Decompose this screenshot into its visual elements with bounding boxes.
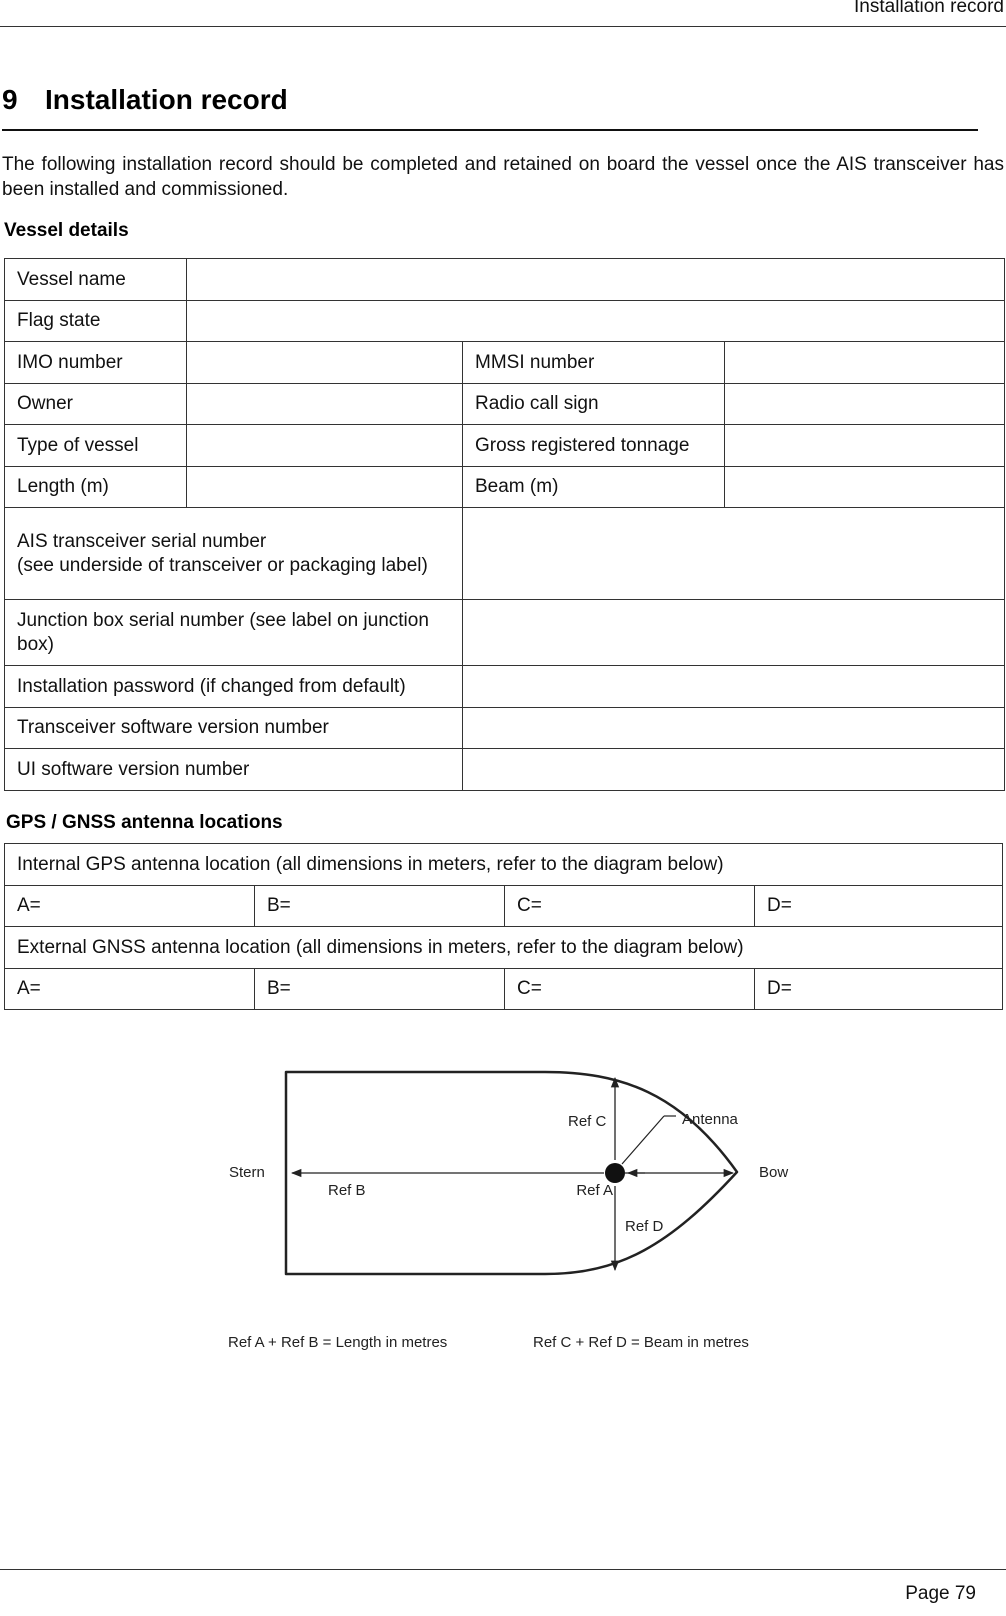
internal-gps-label: Internal GPS antenna location (all dimensions in meters, refer to the diagram below) [5, 844, 1003, 886]
ui-software-field[interactable] [463, 749, 1005, 791]
radio-call-sign-field[interactable] [725, 384, 1005, 425]
table-row [5, 666, 1005, 708]
installation-password-field[interactable] [463, 666, 1005, 708]
imo-number-label: IMO number [5, 342, 187, 384]
bow-label: Bow [759, 1164, 789, 1181]
vessel-name-label: Vessel name [5, 259, 187, 301]
length-field[interactable] [187, 467, 463, 508]
mmsi-number-field[interactable] [725, 342, 1005, 384]
table-row [5, 600, 1005, 666]
gps-antenna-table [4, 843, 1003, 1010]
ais-serial-label [5, 508, 463, 600]
beam-field[interactable] [725, 467, 1005, 508]
table-row [5, 508, 1005, 600]
mmsi-number-label: MMSI number [463, 342, 725, 384]
gross-tonnage-field[interactable] [725, 425, 1005, 467]
chapter-number: 9 [2, 84, 18, 115]
length-label: Length (m) [5, 467, 187, 508]
internal-c-field[interactable]: C= [505, 886, 755, 927]
table-row [5, 886, 1003, 927]
page-number: Page 79 [905, 1583, 976, 1604]
chapter-title [2, 84, 288, 116]
external-c-field[interactable]: C= [505, 969, 755, 1010]
ais-serial-line2: (see underside of transceiver or packaging label) [17, 554, 428, 576]
imo-number-field[interactable] [187, 342, 463, 384]
transceiver-software-field[interactable] [463, 708, 1005, 749]
table-row [5, 384, 1005, 425]
running-header: Installation record [854, 0, 1004, 17]
table-row [5, 301, 1005, 342]
gps-antenna-heading: GPS / GNSS antenna locations [6, 812, 283, 833]
installation-password-label: Installation password (if changed from default) [5, 666, 463, 708]
transceiver-software-label: Transceiver software version number [5, 708, 463, 749]
internal-b-field[interactable]: B= [255, 886, 505, 927]
beam-label: Beam (m) [463, 467, 725, 508]
gross-tonnage-label: Gross registered tonnage [463, 425, 725, 467]
table-row [5, 844, 1003, 886]
external-d-field[interactable]: D= [755, 969, 1003, 1010]
length-formula: Ref A + Ref B = Length in metres [228, 1334, 448, 1351]
intro-paragraph: The following installation record should be completed and retained on board the vessel once the AIS transceiver has been installed and commissioned. [2, 154, 1004, 200]
junction-box-serial-label: Junction box serial number (see label on junction box) [5, 600, 463, 666]
header-rule [0, 26, 1006, 27]
table-row [5, 259, 1005, 301]
external-gnss-label: External GNSS antenna location (all dimensions in meters, refer to the diagram below) [5, 927, 1003, 969]
table-row [5, 342, 1005, 384]
title-rule [2, 129, 978, 131]
table-row [5, 708, 1005, 749]
type-of-vessel-label: Type of vessel [5, 425, 187, 467]
antenna-label: Antenna [682, 1111, 738, 1128]
ref-b-label: Ref B [328, 1182, 366, 1199]
ref-d-label: Ref D [625, 1218, 664, 1235]
external-b-field[interactable]: B= [255, 969, 505, 1010]
footer-rule [0, 1569, 1006, 1570]
table-row [5, 467, 1005, 508]
ais-serial-field[interactable] [463, 508, 1005, 600]
radio-call-sign-label: Radio call sign [463, 384, 725, 425]
antenna-location-diagram [200, 1040, 820, 1280]
owner-label: Owner [5, 384, 187, 425]
ref-a-label: Ref A [576, 1182, 613, 1199]
stern-label: Stern [229, 1164, 265, 1181]
antenna-leader [622, 1116, 664, 1164]
external-a-field[interactable]: A= [5, 969, 255, 1010]
flag-state-label: Flag state [5, 301, 187, 342]
vessel-details-table [4, 258, 1005, 791]
ref-c-label: Ref C [568, 1113, 607, 1130]
owner-field[interactable] [187, 384, 463, 425]
junction-box-serial-field[interactable] [463, 600, 1005, 666]
flag-state-field[interactable] [187, 301, 1005, 342]
internal-d-field[interactable]: D= [755, 886, 1003, 927]
internal-a-field[interactable]: A= [5, 886, 255, 927]
chapter-title-text: Installation record [45, 84, 288, 115]
beam-formula: Ref C + Ref D = Beam in metres [533, 1334, 749, 1351]
ais-serial-line1: AIS transceiver serial number [17, 530, 267, 552]
type-of-vessel-field[interactable] [187, 425, 463, 467]
antenna-point [605, 1163, 625, 1183]
table-row [5, 927, 1003, 969]
table-row [5, 749, 1005, 791]
table-row [5, 969, 1003, 1010]
table-row [5, 425, 1005, 467]
vessel-details-heading: Vessel details [4, 220, 129, 241]
vessel-name-field[interactable] [187, 259, 1005, 301]
ui-software-label: UI software version number [5, 749, 463, 791]
